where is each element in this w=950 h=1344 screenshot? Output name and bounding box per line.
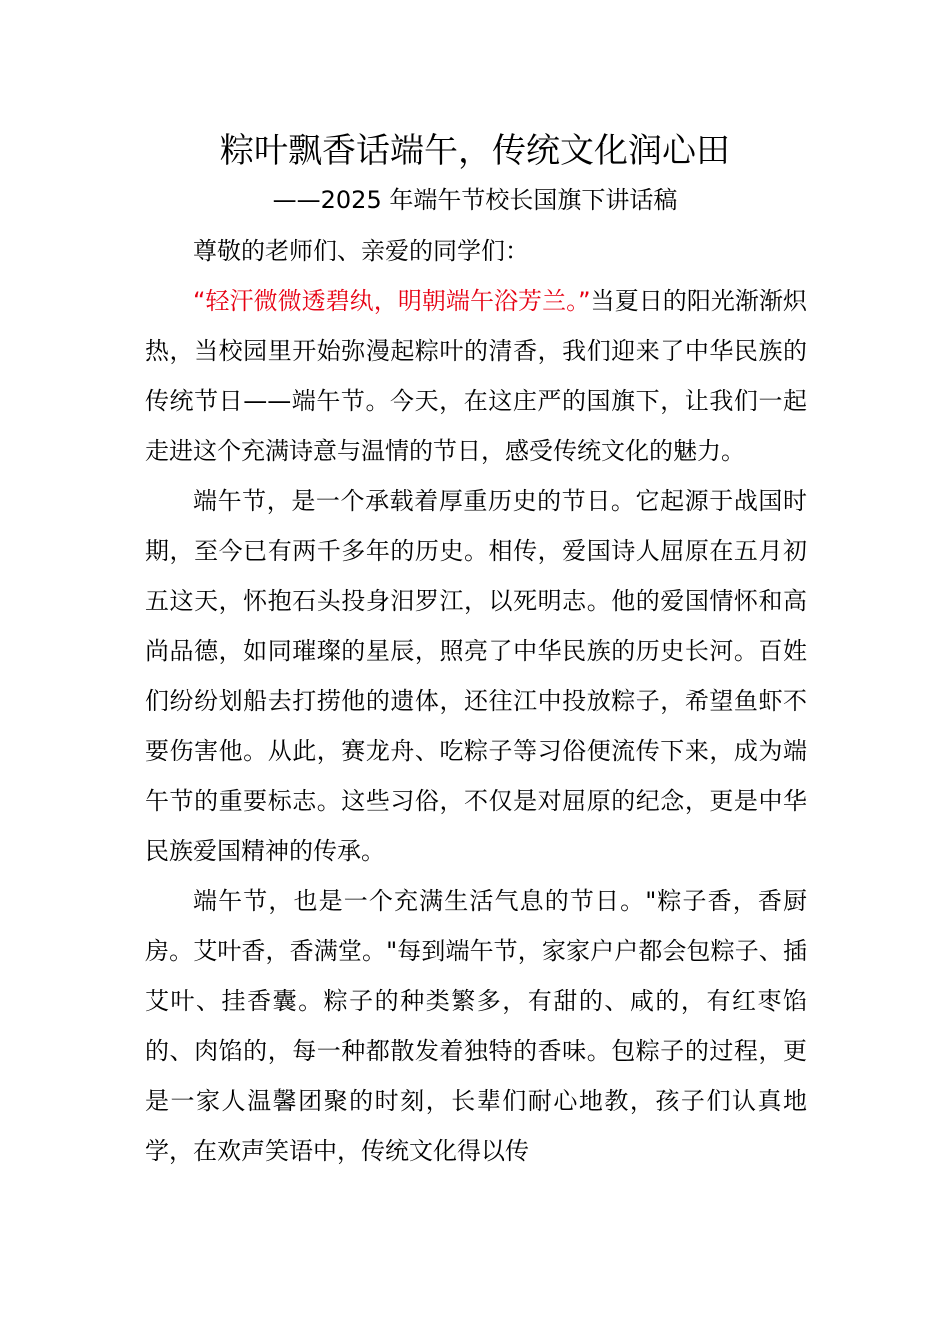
paragraph-2: 端午节，是一个承载着厚重历史的节日。它起源于战国时期，至今已有两千多年的历史。相传，爱国诗人屈原在五月初五这天，怀抱石头投身汨罗江，以死明志。他的爱国情怀和高尚品德，如同璀璨的星辰，照亮了中华民族的历史长河。百姓们纷纷划船去打捞他的遗体，还往江中投放粽子，希望鱼虾不要伤害他。从此，赛龙舟、吃粽子等习俗便流传下来，成为端午节的重要标志。这些习俗，不仅是对屈原的纪念，更是中华民族爱国精神的传承。 (145, 487, 807, 865)
page-title: 粽叶飘香话端午，传统文化润心田 (220, 131, 730, 171)
poem-quote: “轻汗微微透碧纨，明朝端午浴芳兰。” (193, 287, 591, 315)
page-subtitle: ——2025 年端午节校长国旗下讲话稿 (272, 186, 678, 214)
paragraph-3: 端午节，也是一个充满生活气息的节日。"粽子香，香厨房。艾叶香，香满堂。"每到端午节，家家户户都会包粽子、插艾叶、挂香囊。粽子的种类繁多，有甜的、咸的，有红枣馅的、肉馅的，每一种都散发着独特的香味。包粽子的过程，更是一家人温馨团聚的时刻，长辈们耐心地教，孩子们认真地学，在欢声笑语中，传统文化得以传 (145, 887, 807, 1165)
paragraph-1 (145, 276, 807, 476)
greeting-paragraph: 尊敬的老师们、亲爱的同学们： (193, 237, 529, 265)
paragraph-1-text: 当夏日的阳光渐渐炽热，当校园里开始弥漫起粽叶的清香，我们迎来了中华民族的传统节日——端午节。今天，在这庄严的国旗下，让我们一起走进这个充满诗意与温情的节日，感受传统文化的魅力。 (145, 287, 807, 465)
speech-body (145, 226, 807, 1176)
